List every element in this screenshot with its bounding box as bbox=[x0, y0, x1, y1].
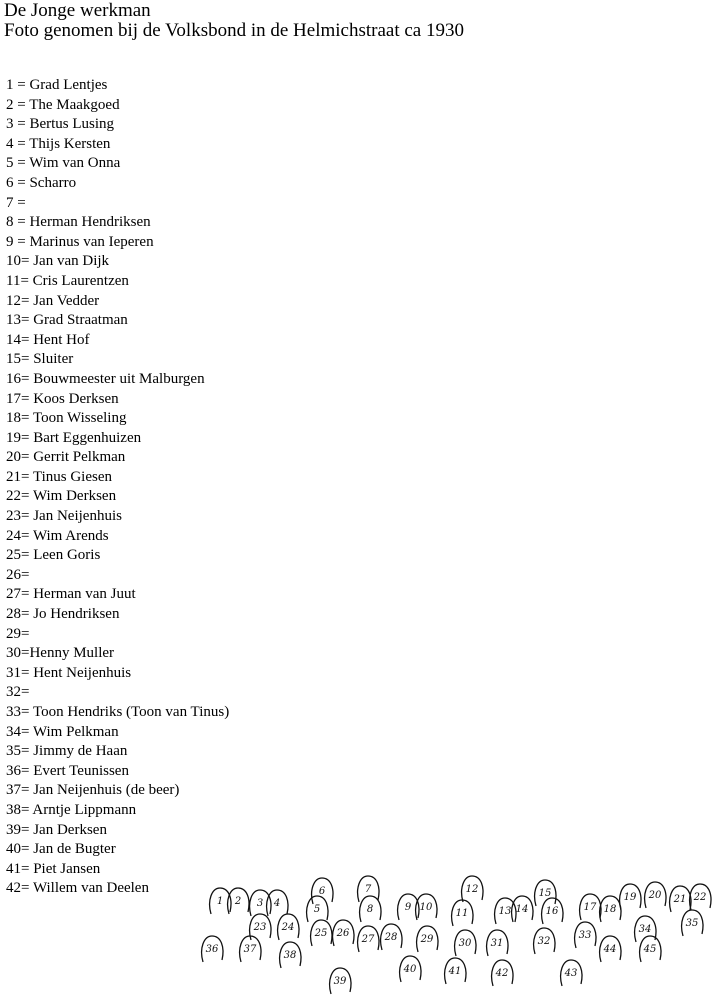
person-number: 28 bbox=[6, 606, 21, 623]
head-outline bbox=[492, 960, 513, 986]
person-name: Hent Hof bbox=[33, 331, 90, 348]
list-item bbox=[6, 331, 229, 351]
head-outline bbox=[620, 884, 641, 910]
head-number-label: 39 bbox=[333, 976, 347, 987]
list-item bbox=[6, 194, 229, 214]
list-item bbox=[6, 644, 229, 664]
person-name: Wim Pelkman bbox=[32, 723, 119, 740]
list-item bbox=[6, 135, 229, 155]
head-outline bbox=[417, 926, 438, 952]
separator: = bbox=[21, 860, 34, 877]
head-number-label: 32 bbox=[537, 936, 551, 947]
separator: = bbox=[21, 801, 33, 818]
separator: = bbox=[21, 292, 34, 309]
head-number-label: 7 bbox=[364, 884, 372, 895]
head-outline bbox=[640, 936, 661, 962]
head-outline bbox=[307, 896, 328, 922]
head-number-label: 42 bbox=[495, 968, 509, 979]
person-name: Bertus Lusing bbox=[29, 116, 115, 133]
person-name: Jan de Bugter bbox=[33, 841, 116, 858]
document-title: De Jonge werkman bbox=[4, 0, 151, 21]
separator: = bbox=[21, 390, 34, 407]
list-item bbox=[6, 448, 229, 468]
list-item bbox=[6, 272, 229, 292]
person-name: Koos Derksen bbox=[33, 390, 119, 407]
head-outline bbox=[534, 928, 555, 954]
head-number-label: 11 bbox=[455, 908, 469, 919]
head-outline bbox=[240, 936, 261, 962]
separator: = bbox=[21, 468, 33, 485]
list-item bbox=[6, 683, 229, 703]
head-outline bbox=[561, 960, 582, 986]
separator: = bbox=[21, 566, 34, 583]
person-name: Grad Lentjes bbox=[29, 77, 108, 93]
separator: = bbox=[21, 821, 34, 838]
separator: = bbox=[21, 704, 33, 720]
person-number: 41 bbox=[6, 860, 21, 877]
head-number-label: 20 bbox=[648, 890, 662, 901]
person-name: Toon Wisseling bbox=[32, 410, 127, 427]
list-item bbox=[6, 390, 229, 410]
list-item bbox=[6, 546, 229, 566]
person-number: 33 bbox=[6, 704, 21, 720]
head-number-label: 19 bbox=[623, 892, 637, 903]
person-number: 14 bbox=[6, 331, 21, 348]
person-number: 7 bbox=[6, 194, 14, 211]
list-item bbox=[6, 840, 229, 860]
list-item bbox=[6, 723, 229, 743]
person-number: 22 bbox=[6, 488, 21, 505]
separator: = bbox=[21, 645, 30, 662]
person-name: Wim Arends bbox=[32, 527, 109, 544]
separator: = bbox=[21, 762, 34, 779]
head-outline bbox=[358, 926, 379, 952]
list-item bbox=[6, 213, 229, 233]
head-number-label: 8 bbox=[366, 904, 374, 915]
person-number: 30 bbox=[6, 645, 21, 662]
head-number-label: 1 bbox=[216, 896, 224, 907]
list-item bbox=[6, 409, 229, 429]
list-item bbox=[6, 703, 229, 723]
separator: = bbox=[21, 449, 34, 466]
head-outline bbox=[600, 936, 621, 962]
head-number-label: 44 bbox=[603, 944, 617, 955]
head-number-label: 28 bbox=[384, 932, 398, 943]
head-number-label: 35 bbox=[685, 918, 699, 929]
person-number: 3 bbox=[6, 116, 14, 133]
person-number: 32 bbox=[6, 684, 21, 701]
head-outline bbox=[580, 894, 601, 920]
head-number-label: 24 bbox=[281, 922, 295, 933]
person-name: Sluiter bbox=[33, 351, 74, 368]
person-number: 19 bbox=[6, 429, 21, 446]
list-item bbox=[6, 76, 229, 96]
head-number-label: 43 bbox=[564, 968, 578, 979]
head-outline bbox=[670, 886, 691, 912]
list-item bbox=[6, 585, 229, 605]
head-outline bbox=[330, 968, 351, 994]
list-item bbox=[6, 507, 229, 527]
head-number-label: 33 bbox=[578, 930, 592, 941]
person-name: Jan van Dijk bbox=[33, 253, 110, 270]
head-number-label: 37 bbox=[243, 944, 257, 955]
head-number-label: 22 bbox=[693, 892, 707, 903]
separator: = bbox=[21, 880, 33, 897]
person-number: 12 bbox=[6, 292, 21, 309]
person-number: 8 bbox=[6, 214, 14, 231]
list-item bbox=[6, 96, 229, 116]
document-subtitle: Foto genomen bij de Volksbond in de Helmichstraat ca 1930 bbox=[4, 20, 464, 41]
head-number-label: 18 bbox=[603, 904, 617, 915]
list-item bbox=[6, 762, 229, 782]
separator: = bbox=[21, 625, 34, 642]
head-number-label: 21 bbox=[673, 894, 687, 905]
separator: = bbox=[21, 586, 34, 603]
person-name: Cris Laurentzen bbox=[32, 272, 129, 289]
person-name: Willem van Deelen bbox=[32, 880, 149, 897]
head-outline bbox=[381, 924, 402, 950]
person-name: Leen Goris bbox=[33, 547, 101, 564]
head-outline bbox=[455, 930, 476, 956]
person-name: Arntje Lippmann bbox=[32, 801, 137, 818]
head-outline bbox=[452, 900, 473, 926]
head-outline bbox=[690, 884, 711, 910]
head-number-label: 2 bbox=[234, 896, 242, 907]
head-number-label: 6 bbox=[318, 886, 326, 897]
head-number-label: 3 bbox=[256, 898, 264, 909]
separator: = bbox=[13, 214, 30, 231]
head-outline bbox=[542, 898, 563, 924]
list-item bbox=[6, 154, 229, 174]
head-number-label: 25 bbox=[314, 928, 328, 939]
head-outline bbox=[280, 942, 301, 968]
head-outline bbox=[462, 876, 483, 902]
person-number: 24 bbox=[6, 527, 21, 544]
person-name: Jan Neijenhuis (de beer) bbox=[33, 782, 180, 799]
separator: = bbox=[13, 116, 30, 133]
separator: = bbox=[21, 684, 34, 701]
separator: = bbox=[13, 194, 30, 211]
person-name: Jan Neijenhuis bbox=[33, 508, 122, 525]
head-number-label: 9 bbox=[404, 902, 412, 913]
head-outline bbox=[278, 914, 299, 940]
person-name: Marinus van Ieperen bbox=[29, 233, 154, 250]
head-number-label: 41 bbox=[448, 966, 462, 977]
person-number: 27 bbox=[6, 586, 21, 603]
person-name: The Maakgoed bbox=[29, 96, 120, 113]
person-number: 29 bbox=[6, 625, 21, 642]
head-number-label: 14 bbox=[515, 904, 529, 915]
head-number-label: 23 bbox=[253, 922, 267, 933]
head-outline bbox=[333, 920, 354, 946]
person-number: 34 bbox=[6, 723, 21, 740]
person-number: 17 bbox=[6, 390, 21, 407]
separator: = bbox=[13, 233, 30, 250]
head-number-label: 5 bbox=[313, 904, 321, 915]
separator: = bbox=[21, 253, 34, 270]
person-name: Tinus Giesen bbox=[32, 468, 112, 485]
separator: = bbox=[21, 723, 33, 740]
head-number-label: 29 bbox=[420, 934, 434, 945]
head-number-label: 10 bbox=[419, 902, 433, 913]
person-number: 2 bbox=[6, 96, 14, 113]
list-item bbox=[6, 468, 229, 488]
separator: = bbox=[21, 547, 34, 564]
head-number-label: 16 bbox=[545, 906, 559, 917]
head-outline bbox=[202, 936, 223, 962]
list-item bbox=[6, 605, 229, 625]
head-number-label: 31 bbox=[490, 938, 504, 949]
separator: = bbox=[13, 77, 30, 93]
person-number: 42 bbox=[6, 880, 21, 897]
person-name: Henny Muller bbox=[29, 645, 115, 662]
head-number-label: 36 bbox=[205, 944, 219, 955]
person-number: 35 bbox=[6, 743, 21, 760]
list-item bbox=[6, 252, 229, 272]
list-item bbox=[6, 311, 229, 331]
separator: = bbox=[21, 527, 33, 544]
person-name: Wim van Onna bbox=[29, 155, 121, 172]
person-name: Toon Hendriks (Toon van Tinus) bbox=[32, 704, 230, 720]
person-name: Gerrit Pelkman bbox=[33, 449, 126, 466]
list-item bbox=[6, 233, 229, 253]
separator: = bbox=[21, 429, 34, 446]
person-name: Jo Hendriksen bbox=[33, 606, 120, 623]
separator: = bbox=[21, 782, 34, 799]
person-name: Thijs Kersten bbox=[29, 135, 111, 152]
person-name: Jan Derksen bbox=[33, 821, 107, 838]
person-number: 37 bbox=[6, 782, 21, 799]
person-number: 39 bbox=[6, 821, 21, 838]
person-name: Wim Derksen bbox=[32, 488, 117, 505]
group-sketch bbox=[180, 860, 716, 1000]
person-name: Piet Jansen bbox=[33, 860, 101, 877]
list-item bbox=[6, 527, 229, 547]
person-number: 38 bbox=[6, 801, 21, 818]
list-item bbox=[6, 821, 229, 841]
separator: = bbox=[21, 312, 34, 329]
person-name: Herman van Juut bbox=[33, 586, 136, 603]
separator: = bbox=[13, 174, 30, 191]
head-outline bbox=[445, 958, 466, 984]
separator: = bbox=[13, 96, 30, 113]
head-outline bbox=[682, 910, 703, 936]
head-outline bbox=[312, 878, 333, 904]
separator: = bbox=[21, 410, 33, 427]
list-item bbox=[6, 370, 229, 390]
list-item bbox=[6, 487, 229, 507]
separator: = bbox=[13, 155, 30, 172]
person-number: 6 bbox=[6, 174, 14, 191]
list-item bbox=[6, 350, 229, 370]
head-number-label: 4 bbox=[273, 898, 281, 909]
head-outline-drawing bbox=[180, 860, 716, 1000]
person-number: 18 bbox=[6, 410, 21, 427]
head-number-label: 45 bbox=[643, 944, 657, 955]
person-number: 1 bbox=[6, 77, 14, 93]
people-list bbox=[6, 76, 229, 899]
person-number: 21 bbox=[6, 468, 21, 485]
head-number-label: 26 bbox=[336, 928, 350, 939]
head-outline bbox=[600, 896, 621, 922]
separator: = bbox=[21, 743, 34, 760]
person-number: 36 bbox=[6, 762, 21, 779]
person-name: Scharro bbox=[29, 174, 77, 191]
person-number: 10 bbox=[6, 253, 21, 270]
head-number-label: 27 bbox=[361, 934, 375, 945]
head-outline bbox=[645, 882, 666, 908]
head-outline bbox=[512, 896, 533, 922]
list-item bbox=[6, 566, 229, 586]
person-name: Bouwmeester uit Malburgen bbox=[33, 370, 205, 387]
person-number: 4 bbox=[6, 135, 14, 152]
person-number: 23 bbox=[6, 508, 21, 525]
head-outline bbox=[400, 956, 421, 982]
list-item bbox=[6, 742, 229, 762]
head-number-label: 30 bbox=[458, 938, 472, 949]
head-number-label: 13 bbox=[498, 906, 512, 917]
person-number: 31 bbox=[6, 664, 21, 681]
person-number: 15 bbox=[6, 351, 21, 368]
separator: = bbox=[21, 331, 34, 348]
person-name: Evert Teunissen bbox=[33, 762, 129, 779]
list-item bbox=[6, 781, 229, 801]
person-name: Jan Vedder bbox=[33, 292, 100, 309]
head-number-label: 12 bbox=[465, 884, 479, 895]
head-outline bbox=[250, 890, 271, 916]
head-number-label: 34 bbox=[638, 924, 652, 935]
separator: = bbox=[21, 370, 34, 387]
head-outline bbox=[575, 922, 596, 948]
separator: = bbox=[13, 135, 30, 152]
person-number: 16 bbox=[6, 370, 21, 387]
person-number: 40 bbox=[6, 841, 21, 858]
person-number: 25 bbox=[6, 547, 21, 564]
head-outline bbox=[311, 920, 332, 946]
head-outline bbox=[487, 930, 508, 956]
person-number: 26 bbox=[6, 566, 21, 583]
head-number-label: 40 bbox=[403, 964, 417, 975]
person-number: 5 bbox=[6, 155, 14, 172]
person-number: 13 bbox=[6, 312, 21, 329]
person-number: 9 bbox=[6, 233, 14, 250]
list-item bbox=[6, 174, 229, 194]
separator: = bbox=[21, 664, 34, 681]
list-item bbox=[6, 625, 229, 645]
separator: = bbox=[20, 272, 33, 289]
person-name: Grad Straatman bbox=[33, 312, 128, 329]
separator: = bbox=[21, 508, 34, 525]
list-item bbox=[6, 429, 229, 449]
person-number: 20 bbox=[6, 449, 21, 466]
list-item bbox=[6, 801, 229, 821]
head-number-label: 17 bbox=[583, 902, 597, 913]
person-name: Hent Neijenhuis bbox=[33, 664, 132, 681]
list-item bbox=[6, 292, 229, 312]
separator: = bbox=[21, 488, 33, 505]
head-outline bbox=[360, 896, 381, 922]
person-name: Jimmy de Haan bbox=[33, 743, 128, 760]
separator: = bbox=[21, 841, 34, 858]
separator: = bbox=[21, 351, 34, 368]
person-name: Herman Hendriksen bbox=[29, 214, 151, 231]
list-item bbox=[6, 664, 229, 684]
person-number: 11 bbox=[6, 272, 21, 289]
head-number-label: 15 bbox=[538, 888, 552, 899]
separator: = bbox=[21, 606, 34, 623]
head-number-label: 38 bbox=[283, 950, 297, 961]
list-item bbox=[6, 115, 229, 135]
person-name: Bart Eggenhuizen bbox=[33, 429, 142, 446]
